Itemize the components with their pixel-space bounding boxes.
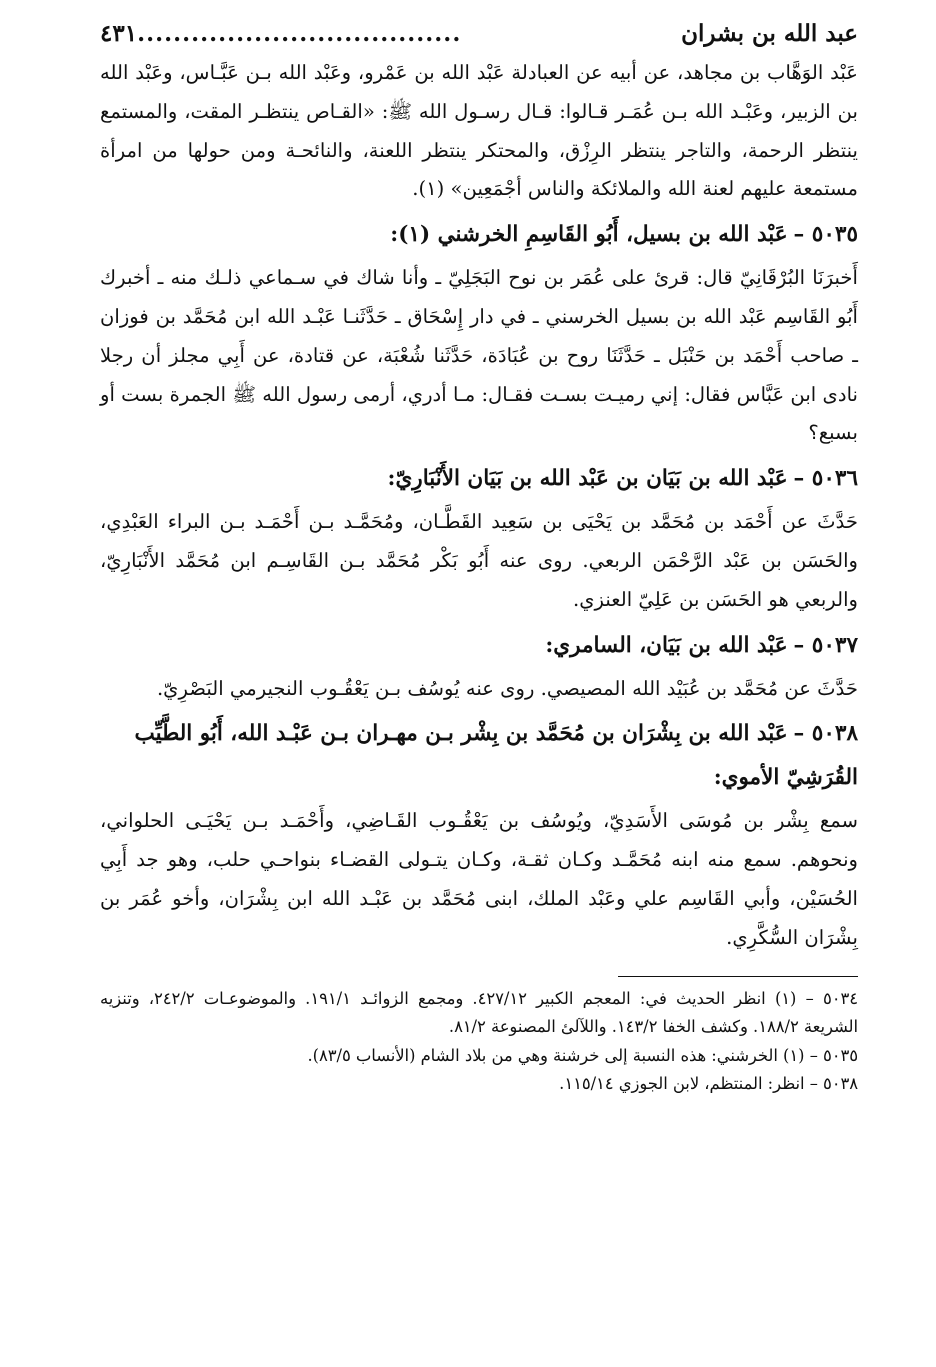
page-number: ٤٣١ [100,20,138,47]
entry-heading [100,213,858,257]
entry-heading [100,712,858,800]
entry-paragraph: أَخبرَنَا البُرْقَانِيّ قال: قرئ على عُمَر بن نوح البَجَلِيّ ـ وأنا شاك في سـماعي ذلـك منه ـ أخبرك أَبُو القَاسِم عَبْد الله بن بسيل الخرسني ـ في دار إِسْحَاق ـ حَدَّثَنـا عَبْـد الله ابن مُحَمَّد بن فوزان ـ صاحب أَحْمَد بن حَنْبَل ـ حَدَّثَنَا روح بن عُبَادَة، حَدَّثَنا شُعْبَة، عن قتادة، عن أَبِي مجلز أن رجلا نادى ابن عَبَّاس فقال: إني رميـت بسـت فقـال: مـا أدري، أرمى رسول الله ﷺ الجمرة بست أو بسبع؟ [100,266,858,445]
continued-paragraph: عَبْد الوَهَّاب بن مجاهد، عن أبيه عن العبادلة عَبْد الله بن عَمْرو، وعَبْد الله بـن عَبَّـاس، وعَبْد الله بن الزبير، وعَبْـد الله بـن عُمَـر قـالوا: قـال رسـول الله ﷺ: «القـاص ينتظـر المقت، والمستمع ينتظر الرحمة، والتاجر ينتظر الرِزْق، والمحتكر ينتظر اللعنة، والنائحـة ومن حولها من امرأة مستمعة عليهم لعنة الله والملائكة والناس أجْمَعِين» (١). [100,61,858,201]
running-title: عبد الله بن بشران [681,20,858,47]
entry-paragraph: سمع بِشْر بن مُوسَى الأَسَدِيّ، ويُوسُف بن يَعْقُـوب القَـاضِي، وأَحْمَـد بـن يَحْيَـى الحلواني، ونحوهم. سمع منه ابنه مُحَمَّـد وكـان ثقـة، وكـان يتـولى القضـاء بنواحـي حلب، وهو جد أَبِي الحُسَيْن، وأبي القَاسِم علي وعَبْد الملك، ابنى مُحَمَّد بن عَبْـد الله ابن بِشْرَان، وأخو عُمَر بن بِشْرَان السُّكَّرِي. [100,809,858,949]
entry-heading [100,624,858,668]
header-dot-leader: .................................... [137,20,462,47]
book-page [100,14,858,1347]
footnotes [100,985,858,1099]
entry-title: عَبْد الله بن بَيَان، السامري: [545,632,788,658]
entry-heading [100,457,858,501]
footnote-divider [618,976,858,977]
entry-title: عَبْد الله بن بسيل، أَبُو القَاسِمِ الخرشني (١): [390,222,788,248]
running-header [100,14,858,54]
entry-number: ٥٠٣٦ – [793,466,858,492]
entry-number: ٥٠٣٨ – [793,721,858,747]
entry-5036 [100,457,858,619]
entry-number: ٥٠٣٥ – [793,222,858,248]
entry-paragraph: حَدَّثَ عن مُحَمَّد بن عُبَيْد الله المصيصي. روى عنه يُوسُف بـن يَعْقُـوب النجيرمي البَصْرِيّ. [156,676,858,700]
footnote: ٥٠٣٤ – (١) انظر الحديث في: المعجم الكبير ٤٢٧/١٢. ومجمع الزوائـد ١٩١/١. والموضوعـات ٢٤٢/٢، وتنزيه الشريعة ١٨٨/٢. وكشف الخفا ١٤٣/٢. واللآلئ المصنوعة ٨١/٢. [100,988,859,1037]
footnote: ٥٠٣٨ – انظر: المنتظم، لابن الجوزي ١١٥/١٤. [559,1074,858,1094]
entry-paragraph: حَدَّثَ عن أَحْمَد بن مُحَمَّد بن يَحْيَى بن سَعِيد القَطَّـان، ومُحَمَّـد بـن أَحْمَـد بـن البراء العَبْدِي، والحَسَن بن عَبْد الرَّحْمَن الربعي. روى عنه أَبُو بَكْر مُحَمَّد بـن القَاسِـم ابن مُحَمَّد الأَنْبَارِيّ، والربعي هو الحَسَن بن عَلِيّ العنزي. [100,510,858,611]
entry-5037 [100,624,858,709]
entry-title: عَبْد الله بن بِشْرَان بن مُحَمَّد بن بِشْر بـن مهـران بـن عَبْـد الله، أَبُو الطَّيِّب القُرَشِيّ الأموي: [134,721,858,791]
footnote: ٥٠٣٥ – (١) الخرشني: هذه النسبة إلى خرشنة وهي من بلاد الشام (الأنساب ٨٣/٥). [307,1045,858,1065]
entry-title: عَبْد الله بن بَيَان بن عَبْد الله بن بَيَان الأَنْبَارِيّ: [387,466,788,492]
entry-5035 [100,213,858,453]
entry-number: ٥٠٣٧ – [793,632,858,658]
entry-5038 [100,712,858,957]
